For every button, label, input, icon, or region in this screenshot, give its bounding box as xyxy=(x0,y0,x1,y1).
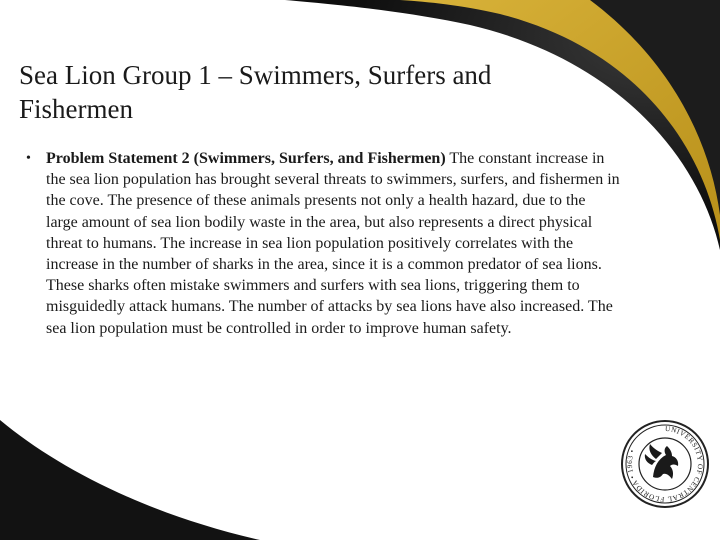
bullet-list xyxy=(20,148,620,339)
bullet-body: The constant increase in the sea lion population has brought several threats to swimmers, surfers, and fishermen in the cove. The presence of these animals presents not only a health hazard, due to the large amount of sea lion bodily waste in the area, but also represents a direct physical threat to humans. The increase in sea lion population positively correlates with the increase in the number of sharks in the area, since it is a common predator of sea lions. These sharks often mistake swimmers and surfers with sea lions, triggering them to misguidedly attack humans. The number of attacks by sea lions have also increased. The sea lion population must be controlled in order to improve human safety. xyxy=(46,150,620,337)
dark-bottom-shape xyxy=(0,420,260,540)
bullet-item xyxy=(46,148,620,339)
slide-title: Sea Lion Group 1 – Swimmers, Surfers and Fishermen xyxy=(19,60,492,124)
bullet-marker: • xyxy=(26,151,31,166)
bullet-heading: Problem Statement 2 (Swimmers, Surfers, and Fishermen) xyxy=(46,150,446,167)
ucf-seal-logo xyxy=(620,419,710,509)
seal-text: UNIVERSITY OF CENTRAL FLORIDA • 1963 • xyxy=(625,424,705,504)
